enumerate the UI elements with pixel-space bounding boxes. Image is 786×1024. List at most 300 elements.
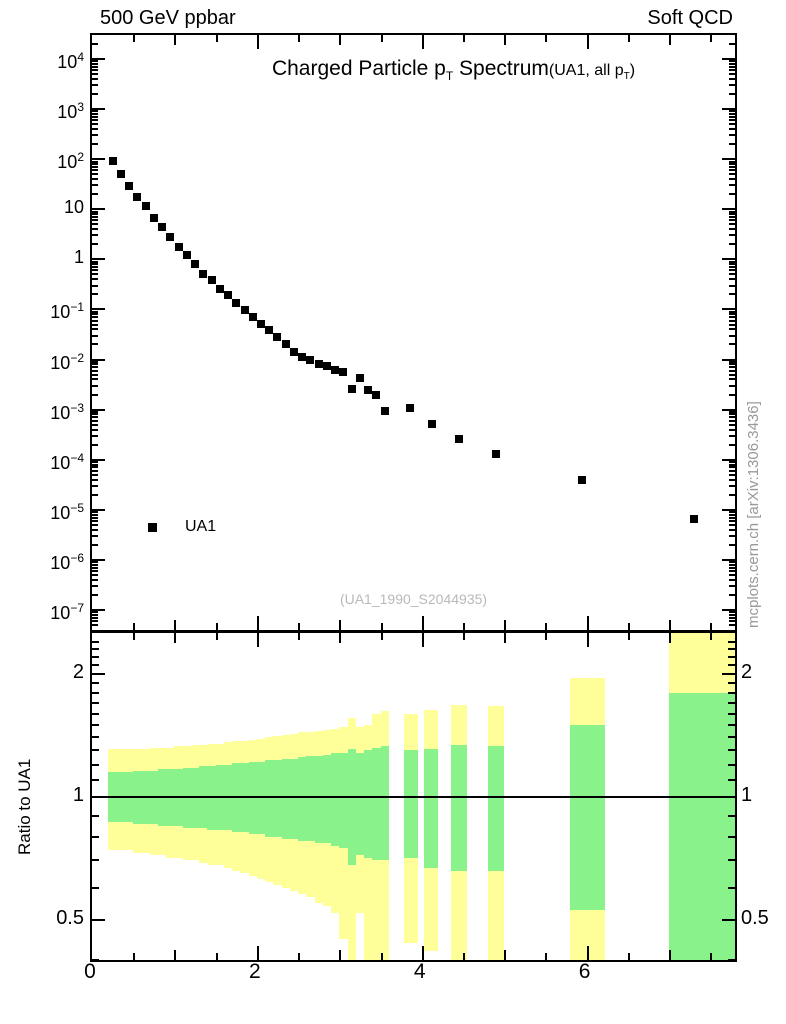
y-axis-tick: [92, 370, 98, 372]
y-axis-tick: [729, 278, 735, 280]
x-axis-tick: [339, 35, 341, 45]
y-axis-tick: [92, 611, 98, 613]
y-axis-tick: [729, 69, 735, 71]
ratio-y-tick: [92, 764, 99, 766]
ratio-y-tick: [728, 682, 735, 684]
y-axis-tick: [729, 416, 735, 418]
y-axis-tick: [729, 429, 735, 431]
x-axis-tick: [463, 35, 465, 42]
y-axis-tick: [729, 413, 735, 415]
ratio-y-tick: [92, 673, 105, 675]
band-inner-bar: [339, 753, 347, 848]
x-axis-tick-label: 2: [249, 960, 261, 983]
y-axis-tick: [92, 328, 98, 330]
data-point: [142, 202, 150, 210]
x-axis-tick: [174, 633, 176, 643]
y-axis-tick: [729, 464, 735, 466]
x-axis-tick: [545, 35, 547, 42]
data-point: [257, 320, 265, 328]
plot-title: [272, 57, 635, 83]
y-axis-tick: [729, 444, 735, 446]
y-axis-tick: [92, 411, 98, 413]
ratio-y-tick: [92, 682, 99, 684]
y-axis-tick: [729, 517, 735, 519]
y-axis-tick: [92, 385, 98, 387]
ratio-tick-label: 2: [72, 660, 84, 683]
ratio-y-tick: [722, 673, 735, 675]
data-point: [232, 299, 240, 307]
y-axis-tick: [92, 594, 98, 596]
y-axis-tick: [92, 579, 98, 581]
y-axis-tick-label: 1: [73, 247, 84, 268]
x-axis-tick: [216, 623, 218, 630]
ratio-axis-title: Ratio to UA1: [15, 758, 34, 855]
y-axis-tick: [729, 311, 735, 313]
band-inner-bar: [282, 759, 290, 839]
x-axis-tick: [669, 620, 671, 630]
x-axis-tick: [257, 633, 259, 647]
y-axis-tick-label: $10^3$: [57, 100, 84, 123]
process-group-label: Soft QCD: [647, 7, 733, 29]
x-axis-tick: [504, 620, 506, 630]
data-point: [339, 368, 347, 376]
y-axis-tick: [92, 43, 98, 45]
data-point: [306, 356, 314, 364]
y-axis-tick: [92, 113, 98, 115]
y-axis-tick: [729, 173, 735, 175]
x-axis-tick: [381, 953, 383, 960]
y-axis-tick: [729, 620, 735, 622]
y-axis-tick-label: $10^{-3}$: [50, 400, 84, 423]
y-axis-tick: [92, 243, 98, 245]
y-axis-tick: [729, 216, 735, 218]
band-inner-bar: [273, 760, 281, 836]
data-point: [372, 391, 380, 399]
data-point: [290, 348, 298, 356]
data-point: [166, 233, 174, 241]
y-axis-tick: [729, 193, 735, 195]
y-axis-tick: [729, 411, 735, 413]
y-axis-tick: [92, 394, 98, 396]
x-axis-tick: [133, 623, 135, 630]
y-axis-tick-label: $10^{-4}$: [50, 450, 84, 473]
x-axis-tick: [710, 953, 712, 960]
y-axis-tick: [729, 66, 735, 68]
y-axis-tick: [729, 570, 735, 572]
y-axis-tick-label: $10^{-1}$: [50, 300, 84, 323]
y-axis-tick: [729, 163, 735, 165]
data-point: [381, 407, 389, 415]
title-qualifier: (UA1, all $p_T$): [548, 62, 636, 83]
y-axis-tick: [729, 328, 735, 330]
x-axis-tick: [174, 950, 176, 960]
data-point: [109, 157, 117, 165]
x-axis-tick: [298, 35, 300, 42]
y-axis-tick: [729, 611, 735, 613]
band-inner-bar: [207, 766, 215, 830]
y-axis-tick: [729, 219, 735, 221]
x-axis-tick: [628, 623, 630, 630]
x-axis-tick: [339, 620, 341, 630]
y-axis-tick: [92, 614, 98, 616]
y-axis-tick: [92, 464, 98, 466]
ratio-reference-line: [92, 796, 735, 798]
y-axis-tick: [92, 60, 98, 62]
ratio-y-tick: [92, 702, 99, 704]
ratio-tick-label: 1: [741, 783, 753, 806]
ratio-y-tick: [728, 641, 735, 643]
y-axis-tick: [729, 63, 735, 65]
x-axis-tick: [381, 623, 383, 630]
y-axis-tick: [729, 169, 735, 171]
y-axis-tick: [92, 166, 98, 168]
data-point: [208, 276, 216, 284]
y-axis-tick: [92, 193, 98, 195]
ratio-tick-label: 2: [741, 660, 753, 683]
ratio-y-tick: [92, 887, 99, 889]
y-axis-tick: [92, 564, 98, 566]
x-axis-tick: [422, 35, 424, 49]
y-axis-tick: [729, 567, 735, 569]
data-point: [265, 326, 273, 334]
y-axis-tick: [92, 313, 98, 315]
y-axis-tick: [92, 424, 98, 426]
y-axis-tick: [92, 361, 98, 363]
y-axis-tick: [92, 161, 98, 163]
data-point: [191, 260, 199, 268]
y-axis-tick: [92, 266, 98, 268]
band-inner-bar: [331, 753, 339, 846]
ratio-y-tick: [722, 796, 735, 798]
y-axis-tick: [729, 273, 735, 275]
y-axis-tick: [729, 78, 735, 80]
y-axis-tick: [729, 166, 735, 168]
y-axis-tick: [729, 119, 735, 121]
y-axis-tick: [729, 128, 735, 130]
y-axis-tick: [92, 316, 98, 318]
band-inner-bar: [451, 745, 467, 871]
data-point: [158, 223, 166, 231]
x-axis-tick: [216, 35, 218, 42]
y-axis-tick: [92, 544, 98, 546]
ratio-y-tick: [92, 656, 99, 658]
y-axis-tick: [729, 93, 735, 95]
y-axis-tick: [92, 335, 98, 337]
ratio-y-tick: [728, 836, 735, 838]
ratio-y-tick: [92, 664, 99, 666]
x-axis-tick: [298, 633, 300, 640]
x-axis-tick: [133, 953, 135, 960]
data-point: [298, 353, 306, 361]
x-axis-tick: [339, 950, 341, 960]
ratio-y-tick: [728, 648, 735, 650]
x-axis-tick: [216, 953, 218, 960]
y-axis-tick: [92, 234, 98, 236]
y-axis-tick: [729, 435, 735, 437]
band-inner-bar: [372, 748, 380, 861]
x-axis-tick: [216, 633, 218, 640]
y-axis-tick-label: $10^{-2}$: [50, 350, 84, 373]
x-axis-tick: [710, 35, 712, 42]
band-inner-bar: [381, 746, 389, 860]
x-axis-tick: [628, 35, 630, 42]
x-axis-tick: [257, 35, 259, 49]
data-point: [199, 270, 207, 278]
x-axis-tick: [339, 633, 341, 643]
data-point: [455, 435, 463, 443]
x-axis-tick-label: 0: [84, 960, 96, 983]
x-axis-tick: [133, 35, 135, 42]
legend: [148, 518, 216, 536]
data-point: [323, 362, 331, 370]
band-inner-bar: [323, 755, 331, 844]
y-axis-tick: [729, 60, 735, 62]
y-axis-tick: [92, 363, 98, 365]
legend-marker-ua1-icon: [148, 523, 157, 532]
y-axis-tick: [92, 93, 98, 95]
ratio-y-tick: [92, 713, 99, 715]
x-axis-tick: [587, 616, 589, 630]
data-point: [690, 515, 698, 523]
y-axis-tick-label: $10^{-7}$: [50, 600, 84, 623]
y-axis-tick: [92, 374, 98, 376]
y-axis-tick: [92, 213, 98, 215]
x-axis-tick: [381, 35, 383, 42]
y-axis-tick: [92, 461, 98, 463]
y-axis-tick: [729, 585, 735, 587]
y-axis-tick: [729, 561, 735, 563]
ratio-y-tick: [728, 656, 735, 658]
x-axis-tick: [587, 633, 589, 647]
y-axis-tick: [729, 266, 735, 268]
y-axis-tick: [729, 269, 735, 271]
ratio-y-tick: [92, 641, 99, 643]
y-axis-tick: [729, 366, 735, 368]
y-axis-tick: [92, 466, 98, 468]
ratio-y-tick: [722, 919, 735, 921]
band-inner-bar: [306, 756, 314, 841]
x-axis-tick: [463, 633, 465, 640]
y-axis-tick: [92, 574, 98, 576]
y-axis-tick: [92, 216, 98, 218]
y-axis-tick: [92, 116, 98, 118]
ratio-y-tick: [728, 779, 735, 781]
x-axis-tick: [628, 953, 630, 960]
y-axis-tick: [92, 278, 98, 280]
y-axis-tick: [729, 370, 735, 372]
y-axis-tick: [729, 84, 735, 86]
band-inner-bar: [364, 750, 372, 857]
data-point: [133, 193, 141, 201]
y-axis-tick: [92, 444, 98, 446]
y-axis-tick: [729, 343, 735, 345]
y-axis-tick: [729, 394, 735, 396]
y-axis-tick: [729, 316, 735, 318]
data-point: [117, 170, 125, 178]
y-axis-tick: [92, 263, 98, 265]
band-inner-bar: [356, 753, 364, 855]
y-axis-tick: [729, 143, 735, 145]
y-axis-tick: [92, 511, 98, 513]
y-axis-tick: [92, 529, 98, 531]
x-axis-tick: [463, 623, 465, 630]
y-axis-tick: [729, 223, 735, 225]
y-axis-tick: [92, 163, 98, 165]
y-axis-tick: [92, 485, 98, 487]
y-axis-tick: [92, 535, 98, 537]
y-axis-tick: [729, 479, 735, 481]
y-axis-tick: [92, 435, 98, 437]
y-axis-tick: [92, 624, 98, 626]
x-axis-tick: [504, 633, 506, 643]
y-axis-tick: [729, 461, 735, 463]
y-axis-tick: [729, 374, 735, 376]
data-point: [216, 285, 224, 293]
y-axis-tick: [729, 116, 735, 118]
y-axis-tick-label: 10: [63, 197, 84, 218]
y-axis-tick: [729, 110, 735, 112]
ratio-y-tick: [728, 664, 735, 666]
y-axis-tick: [729, 293, 735, 295]
y-axis-tick: [729, 624, 735, 626]
x-axis-tick-label: 4: [413, 960, 426, 983]
x-axis-tick: [422, 946, 424, 960]
y-axis-tick: [729, 228, 735, 230]
y-axis-tick: [92, 343, 98, 345]
mcplots-credit-text: mcplots.cern.ch [arXiv:1306.3436]: [745, 401, 762, 628]
y-axis-tick: [729, 178, 735, 180]
y-axis-tick: [92, 420, 98, 422]
data-point: [428, 420, 436, 428]
x-axis-tick: [174, 620, 176, 630]
y-axis-tick-label: $10^4$: [57, 50, 84, 73]
y-axis-tick: [729, 494, 735, 496]
y-axis-tick: [92, 269, 98, 271]
beam-energy-label: 500 GeV ppbar: [100, 7, 236, 29]
data-point: [356, 374, 364, 382]
band-inner-bar: [315, 756, 323, 843]
data-point: [315, 360, 323, 368]
ratio-y-tick: [92, 736, 99, 738]
x-axis-tick: [504, 35, 506, 45]
x-axis-tick: [504, 950, 506, 960]
y-axis-tick: [92, 311, 98, 313]
x-axis-tick: [710, 633, 712, 640]
y-axis-tick: [92, 184, 98, 186]
band-inner-bar: [257, 762, 265, 835]
y-axis-tick: [92, 78, 98, 80]
y-axis-tick: [729, 524, 735, 526]
x-axis-tick-label: 6: [578, 960, 591, 983]
data-point: [578, 476, 586, 484]
y-axis-tick: [92, 219, 98, 221]
ratio-y-tick: [92, 779, 99, 781]
y-axis-tick: [92, 413, 98, 415]
y-axis-tick: [729, 363, 735, 365]
ratio-y-tick: [92, 692, 99, 694]
y-axis-tick: [92, 261, 98, 263]
y-axis-tick: [92, 123, 98, 125]
ratio-tick-label: 0.5: [741, 907, 769, 930]
y-axis-tick: [729, 514, 735, 516]
band-inner-bar: [249, 762, 257, 835]
y-axis-tick: [729, 43, 735, 45]
y-axis-tick: [92, 378, 98, 380]
y-axis-tick: [729, 564, 735, 566]
y-axis-tick: [92, 293, 98, 295]
y-axis-tick: [92, 517, 98, 519]
title-main: Charged Particle $p_T$ Spectrum: [271, 57, 549, 84]
ratio-y-tick: [92, 749, 99, 751]
y-axis-tick: [92, 416, 98, 418]
ratio-y-tick: [728, 702, 735, 704]
y-axis-tick: [729, 529, 735, 531]
y-axis-tick: [729, 73, 735, 75]
y-axis-tick: [92, 63, 98, 65]
y-axis-tick: [729, 285, 735, 287]
y-axis-tick: [92, 110, 98, 112]
spectrum-plot-area: [90, 33, 737, 632]
x-axis-tick: [422, 633, 424, 647]
y-axis-tick: [729, 420, 735, 422]
ratio-plot-area: [90, 631, 737, 962]
ratio-y-tick: [728, 859, 735, 861]
ratio-y-tick: [92, 815, 99, 817]
ratio-tick-label: 0.5: [56, 907, 84, 930]
y-axis-tick: [92, 69, 98, 71]
y-axis-tick: [729, 261, 735, 263]
y-axis-tick: [92, 223, 98, 225]
y-axis-tick-label: $10^{-5}$: [50, 500, 84, 523]
y-axis-tick: [92, 474, 98, 476]
y-axis-tick: [92, 173, 98, 175]
y-axis-tick: [92, 320, 98, 322]
band-inner-bar: [424, 749, 438, 868]
y-axis-tick: [92, 429, 98, 431]
y-axis-tick: [92, 84, 98, 86]
y-axis-tick: [92, 228, 98, 230]
band-inner-bar: [265, 760, 273, 836]
band-inner-bar: [570, 725, 605, 910]
y-axis-tick: [729, 485, 735, 487]
y-axis-tick: [729, 324, 735, 326]
y-axis-tick: [92, 470, 98, 472]
ratio-tick-label: 1: [72, 783, 84, 806]
y-axis-tick-label: $10^2$: [57, 150, 84, 173]
ratio-y-tick: [728, 959, 735, 961]
legend-label-ua1: UA1: [185, 518, 217, 535]
y-axis-tick: [92, 324, 98, 326]
y-axis-tick: [92, 617, 98, 619]
x-axis-tick: [669, 35, 671, 45]
x-axis-tick: [298, 953, 300, 960]
y-axis-tick: [92, 178, 98, 180]
y-axis-tick: [729, 213, 735, 215]
ratio-y-tick: [728, 713, 735, 715]
data-point: [406, 404, 414, 412]
band-inner-bar: [298, 757, 306, 841]
data-point: [241, 306, 249, 314]
x-axis-tick: [628, 633, 630, 640]
data-point: [224, 291, 232, 299]
data-point: [364, 386, 372, 394]
x-axis-tick: [710, 623, 712, 630]
y-axis-tick: [729, 544, 735, 546]
y-axis-tick: [92, 585, 98, 587]
y-axis-tick: [729, 594, 735, 596]
x-axis-tick: [133, 633, 135, 640]
y-axis-tick: [92, 273, 98, 275]
